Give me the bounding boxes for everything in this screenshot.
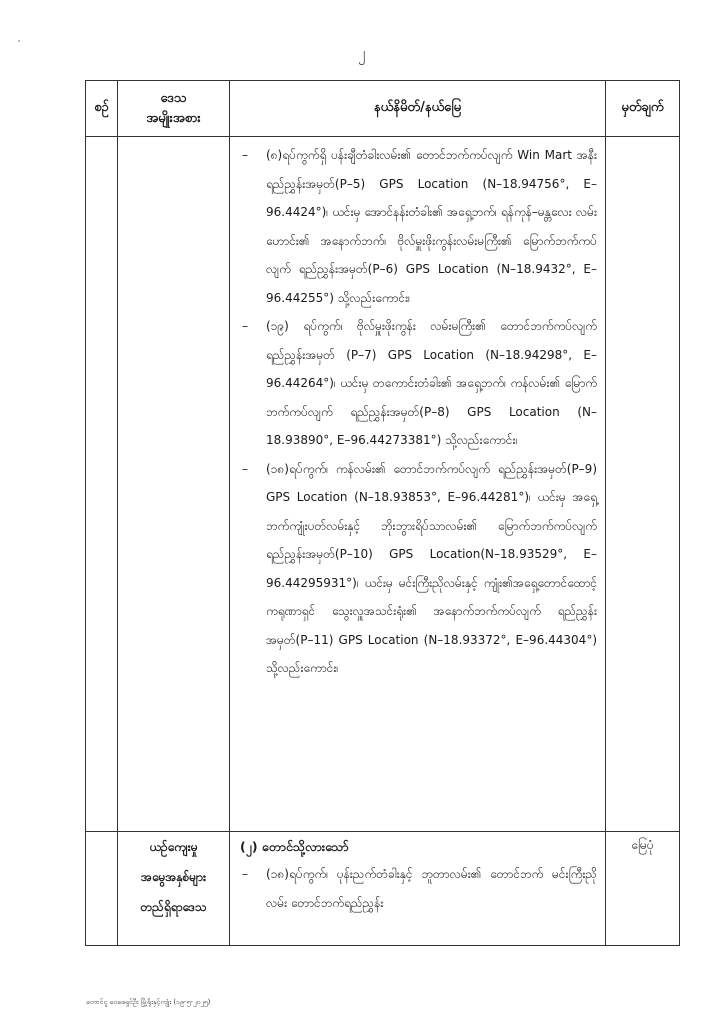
boundary-entry — [240, 312, 597, 455]
table-row — [86, 137, 680, 832]
dash-bullet: – — [242, 319, 248, 333]
boundary-entry-text: (၁၉) ရပ်ကွက်၊ ဗိုလ်မှူးဖိုးကွန်း လမ်းမကြီး၏ တောင်ဘက်ကပ်လျက် ရည်ညွှန်းအမှတ် (P–7) GPS Location (N–18.94298°, E–96.44264°)၊ ယင်းမှ တကောင်းတံခါး၏ အရှေ့ဘက်၊ ကန်လမ်း၏ မြောက်ဘက်ကပ်လျက် ရည်ညွှန်းအမှတ်(P–8) GPS Location (N–18.93890°, E–96.44273381°) သို့လည်းကောင်း၊ — [266, 319, 597, 447]
type-line: ယဉ်ကျေးမှု — [149, 840, 198, 854]
footer-note: တောင်ငူ ဝေဖေရှင်ဦး မြို့ရိုးနှင့်ကျုံး (၁၉-၅-၂၀၂၅) — [86, 998, 211, 1006]
boundary-table — [85, 80, 680, 946]
type-line: အမွေအနှစ်များ — [140, 870, 207, 884]
boundary-entry — [240, 860, 597, 917]
dash-bullet: – — [242, 461, 248, 476]
table-row — [86, 832, 680, 946]
dash-bullet: – — [242, 867, 248, 881]
row1-remark-cell — [606, 137, 680, 832]
boundary-entry-text: (၁၈)ရပ်ကွက်၊ ကန်လမ်း၏ တောင်ဘက်ကပ်လျက် ရည်ညွှန်းအမှတ်(P–9) GPS Location (N–18.93853°, E–96.44281°)၊ ယင်းမှ အရှေ့ဘက်ကျုံးပတ်လမ်းနှင့် ဘိုးဘွားရိပ်သာလမ်း၏ မြောက်ဘက်ကပ်လျက် ရည်ညွှန်းအမှတ်(P–10) GPS Location(N–18.93529°, E–96.44295931°)၊ ယင်းမှ မင်းကြီးညိုလမ်းနှင့် ကျုံး၏အရှေ့တောင်ထောင့် ကရုဏာရှင် သွေးလှူအသင်းရုံး၏ အနောက်ဘက်ကပ်လျက် ရည်ညွှန်းအမှတ်(P–11) GPS Location (N–18.93372°, E–96.44304°) သို့လည်းကောင်း၊ — [266, 461, 597, 675]
boundary-entry-text: (၁၈)ရပ်ကွက်၊ ပုန်းညက်တံခါးနှင့် ဘူတာလမ်း၏ တောင်ဘက် မင်းကြီးညိုလမ်း တောင်ဘက်ရည်ညွှန်း — [266, 867, 597, 910]
table-header-row — [86, 81, 680, 137]
page-number: ၂ — [357, 44, 366, 62]
dash-bullet: – — [242, 148, 248, 162]
subsection-heading: (၂) တောင်သို့လားသော် — [240, 839, 349, 854]
boundary-entry — [240, 455, 597, 683]
row1-type-cell — [118, 137, 230, 832]
boundary-entry-text: (၈)ရပ်ကွက်ရှိ ပန်းချီတံခါးလမ်း၏ တောင်ဘက်ကပ်လျက် Win Mart အနီး ရည်ညွှန်းအမှတ်(P–5) GPS Location (N–18.94756°, E–96.4424°)၊ ယင်းမှ အောင်နန်းတံခါး၏ အရှေ့ဘက်၊ ရန်ကုန်–မန္တလေး လမ်းဟောင်း၏ အနောက်ဘက်၊ ဗိုလ်မှူးဖိုးကွန်းလမ်းမကြီး၏ မြောက်ဘက်ကပ်လျက် ရည်ညွှန်းအမှတ်(P–6) GPS Location (N–18.9432°, E–96.44255°) သို့လည်းကောင်း၊ — [266, 148, 597, 305]
row2-boundary-cell — [230, 832, 606, 946]
type-line: တည်ရှိရာဒေသ — [140, 900, 207, 914]
scan-speck — [18, 40, 20, 42]
header-remarks: မှတ်ချက် — [606, 81, 680, 137]
boundary-entry — [240, 141, 597, 312]
row1-no-cell — [86, 137, 118, 832]
header-boundary: နယ်နိမိတ်/နယ်မြေ — [230, 81, 606, 137]
row2-no-cell — [86, 832, 118, 946]
header-no: စဉ် — [86, 81, 118, 137]
row1-boundary-cell — [230, 137, 606, 832]
row2-remark-cell: မြေပုံ — [606, 832, 680, 946]
header-region-type-line1: ဒေသ — [160, 90, 187, 106]
header-region-type — [118, 81, 230, 137]
header-region-type-line2: အမျိုးအစား — [146, 110, 201, 126]
row2-type-cell — [118, 832, 230, 946]
